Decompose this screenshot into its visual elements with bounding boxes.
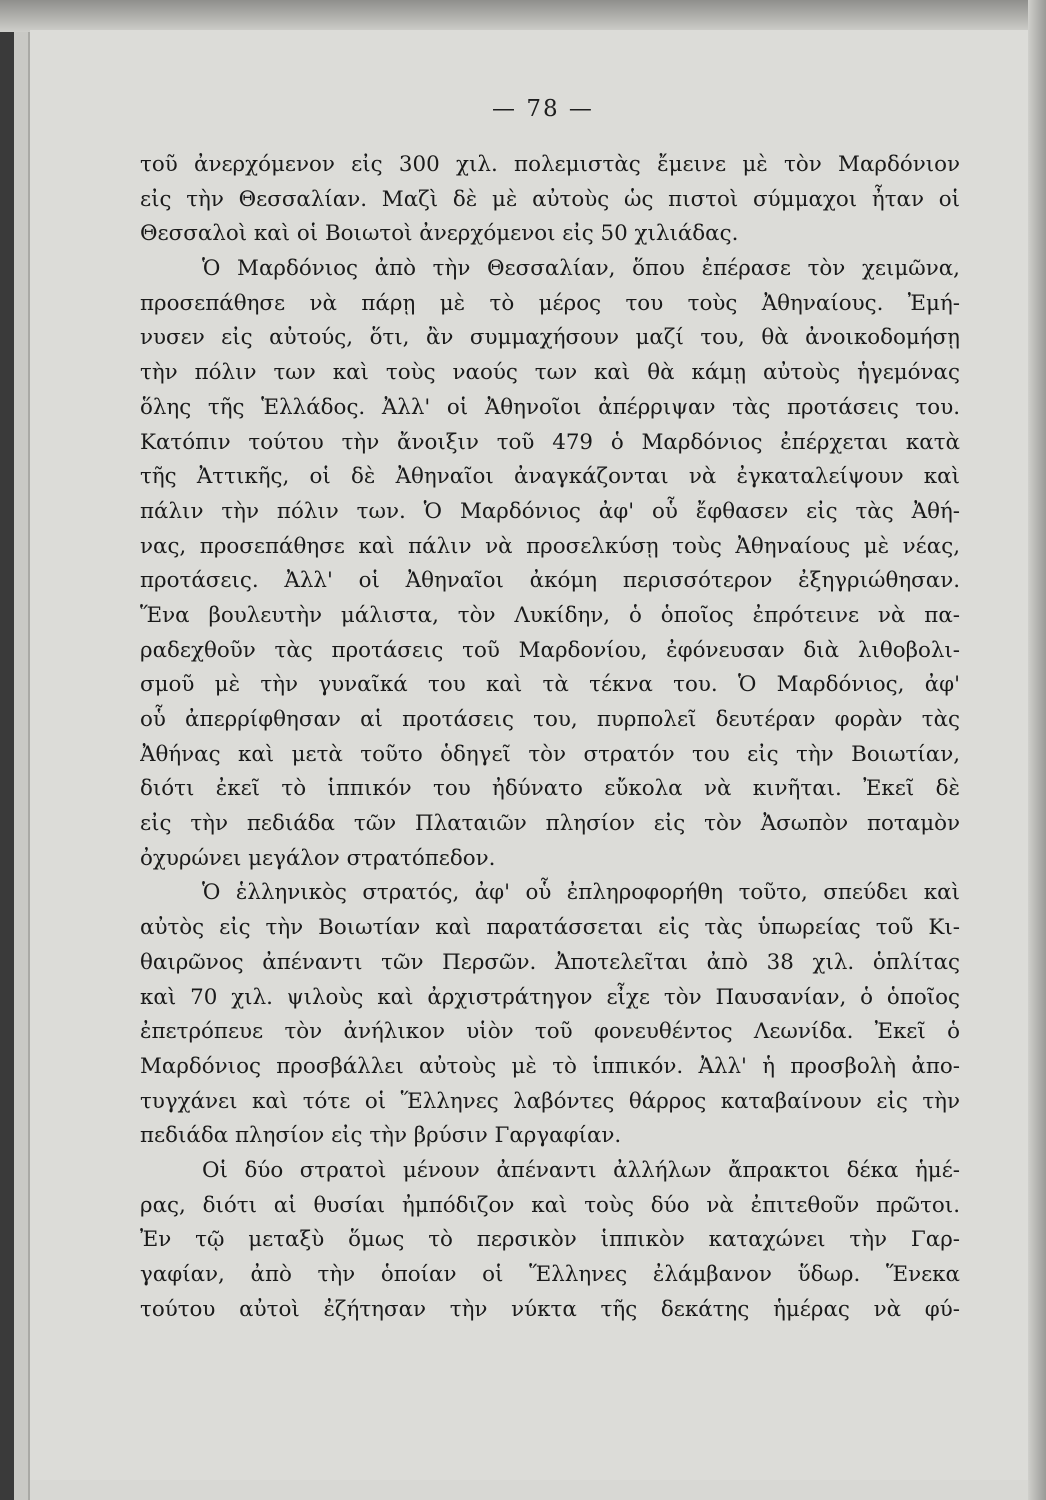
text-line: τῆς Ἀττικῆς, οἱ δὲ Ἀθηναῖοι ἀναγκάζονται νὰ ἐγκαταλείψουν καὶ [140,464,960,490]
text-line: Ἀθήνας καὶ μετὰ τοῦτο ὁδηγεῖ τὸν στρατόν του εἰς τὴν Βοιωτίαν, [140,741,960,767]
text-line: Ὁ Μαρδόνιος ἀπὸ τὴν Θεσσαλίαν, ὅπου ἐπέρασε τὸν χειμῶνα, [202,256,960,282]
text-line: προτάσεις. Ἀλλ' οἱ Ἀθηναῖοι ἀκόμη περισσότερον ἐξηγριώθησαν. [140,568,960,594]
text-line: νυσεν εἰς αὐτούς, ὅτι, ἂν συμμαχήσουν μαζί του, θὰ ἀνοικοδομήσῃ [140,325,960,351]
text-line: καὶ 70 χιλ. ψιλοὺς καὶ ἀρχιστράτηγον εἶχε τὸν Παυσανίαν, ὁ ὁποῖος [140,984,960,1010]
text-line: τὴν πόλιν των καὶ τοὺς ναούς των καὶ θὰ κάμῃ αὐτοὺς ἡγεμόνας [140,360,960,386]
text-line: προσεπάθησε νὰ πάρῃ μὲ τὸ μέρος του τοὺς Ἀθηναίους. Ἐμή- [140,290,960,316]
text-line: Οἱ δύο στρατοὶ μένουν ἀπέναντι ἀλλήλων ἄπρακτοι δέκα ἡμέ- [202,1157,960,1183]
page-edge [14,0,30,1500]
text-line: τοῦ ἀνερχόμενον εἰς 300 χιλ. πολεμιστὰς ἔμεινε μὲ τὸν Μαρδόνιον [140,152,960,177]
text-line: ρας, διότι αἱ θυσίαι ἠμπόδιζον καὶ τοὺς δύο νὰ ἐπιτεθοῦν πρῶτοι. [140,1192,960,1218]
text-line: ραδεχθοῦν τὰς προτάσεις τοῦ Μαρδονίου, ἐφόνευσαν διὰ λιθοβολι- [140,637,960,663]
text-line: Θεσσαλοὶ καὶ οἱ Βοιωτοὶ ἀνερχόμενοι εἰς 50 χιλιάδας. [140,221,739,247]
text-line: σμοῦ μὲ τὴν γυναῖκά του καὶ τὰ τέκνα του. Ὁ Μαρδόνιος, ἀφ' [140,672,960,698]
text-line: πεδιάδα πλησίον εἰς τὴν βρύσιν Γαργαφίαν. [140,1123,622,1149]
text-line: θαιρῶνος ἀπέναντι τῶν Περσῶν. Ἀποτελεῖται ἀπὸ 38 χιλ. ὁπλίτας [140,949,960,975]
top-shadow [0,0,1046,32]
text-line: γαφίαν, ἀπὸ τὴν ὁποίαν οἱ Ἕλληνες ἐλάμβανον ὕδωρ. Ἕνεκα [140,1262,960,1287]
text-line: τυγχάνει καὶ τότε οἱ Ἕλληνες λαβόντες θάρρος καταβαίνουν εἰς τὴν [140,1088,960,1114]
text-line: Κατόπιν τούτου τὴν ἄνοιξιν τοῦ 479 ὁ Μαρδόνιος ἐπέρχεται κατὰ [140,429,960,455]
body-text [140,148,960,1327]
text-line: Ἐν τῷ μεταξὺ ὅμως τὸ περσικὸν ἱππικὸν καταχώνει τὴν Γαρ- [140,1227,960,1253]
text-line: τούτου αὐτοὶ ἐζήτησαν τὴν νύκτα τῆς δεκάτης ἡμέρας νὰ φύ- [140,1296,960,1322]
text-line: Μαρδόνιος προσβάλλει αὐτοὺς μὲ τὸ ἱππικόν. Ἀλλ' ἡ προσβολὴ ἀπο- [140,1053,960,1079]
text-line: οὗ ἀπερρίφθησαν αἱ προτάσεις του, πυρπολεῖ δευτέραν φορὰν τὰς [140,707,960,732]
page-number: — 78 — [492,96,594,122]
text-line: εἰς τὴν Θεσσαλίαν. Μαζὶ δὲ μὲ αὐτοὺς ὡς πιστοὶ σύμμαχοι ἦταν οἱ [140,186,960,212]
text-line: ἐπετρόπευε τὸν ἀνήλικον υἱὸν τοῦ φονευθέντος Λεωνίδα. Ἐκεῖ ὁ [140,1019,960,1045]
text-line: εἰς τὴν πεδιάδα τῶν Πλαταιῶν πλησίον εἰς τὸν Ἀσωπὸν ποταμὸν [140,811,960,837]
text-line: αὐτὸς εἰς τὴν Βοιωτίαν καὶ παρατάσσεται εἰς τὰς ὑπωρείας τοῦ Κι- [140,915,960,941]
text-line: ὅλης τῆς Ἑλλάδος. Ἀλλ' οἱ Ἀθηνοῖοι ἀπέρριψαν τὰς προτάσεις του. [140,394,960,420]
text-line: πάλιν τὴν πόλιν των. Ὁ Μαρδόνιος ἀφ' οὗ ἔφθασεν εἰς τὰς Ἀθή- [140,498,960,524]
text-line: ὀχυρώνει μεγάλον στρατόπεδον. [140,845,496,871]
text-line: Ὁ ἑλληνικὸς στρατός, ἀφ' οὗ ἐπληροφορήθη τοῦτο, σπεύδει καὶ [202,880,960,906]
text-line: νας, προσεπάθησε καὶ πάλιν νὰ προσελκύσῃ τοὺς Ἀθηναίους μὲ νέας, [140,533,960,559]
text-line: Ἕνα βουλευτὴν μάλιστα, τὸν Λυκίδην, ὁ ὁποῖος ἐπρότεινε νὰ πα- [140,602,960,628]
text-line: διότι ἐκεῖ τὸ ἱππικόν του ἠδύνατο εὔκολα νὰ κινῆται. Ἐκεῖ δὲ [140,776,960,802]
right-shadow [1028,0,1046,1500]
